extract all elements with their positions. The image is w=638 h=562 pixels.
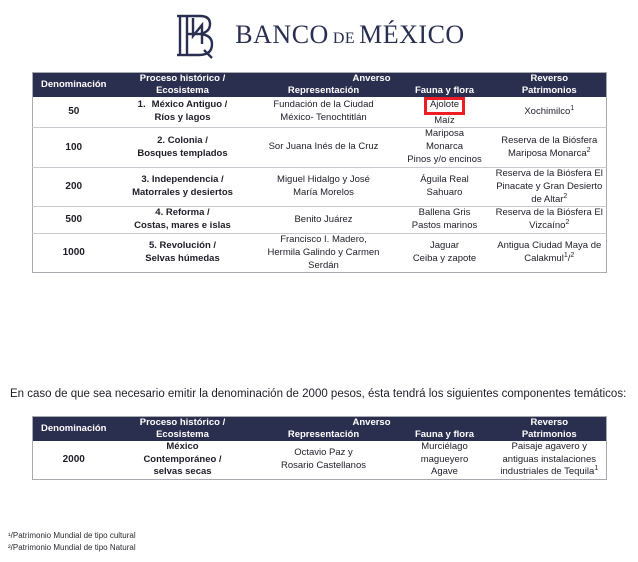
proceso-line-1: Independencia / xyxy=(151,174,224,186)
header-proceso-ecosistema: Proceso histórico / Ecosistema xyxy=(115,417,251,441)
brand-wordmark xyxy=(235,20,464,50)
representacion-line-2: Hermila Galindo y Carmen xyxy=(267,246,380,258)
representacion-line-1: Fundación de la Ciudad xyxy=(273,99,374,111)
representacion-line-1: Sor Juana Inés de la Cruz xyxy=(268,141,379,153)
header-reverso: Reverso xyxy=(493,417,607,429)
proceso-line-3: selvas secas xyxy=(153,466,212,478)
patrimonios-footnote-sep: / xyxy=(567,253,571,265)
representacion-line-1: Francisco I. Madero, xyxy=(280,233,367,245)
cell-proceso xyxy=(115,167,251,206)
table-row xyxy=(33,441,607,480)
cell-denominacion: 2000 xyxy=(62,454,85,466)
row-number: 5. xyxy=(148,240,157,252)
cell-patrimonios xyxy=(493,233,607,272)
cell-denominacion: 100 xyxy=(65,141,83,153)
cell-representacion xyxy=(251,207,397,234)
fauna-line-2: Maíz xyxy=(434,114,455,126)
header-reverso: Reverso xyxy=(493,73,607,85)
ajolote-highlight-annotation xyxy=(424,97,465,115)
cell-patrimonios xyxy=(493,207,607,234)
header-row-top xyxy=(33,417,607,429)
proceso-line-1: Colonia / xyxy=(167,134,208,146)
cell-proceso xyxy=(115,441,251,480)
table-body xyxy=(33,441,607,480)
cell-fauna-flora xyxy=(397,167,493,206)
proceso-line-2: Costas, mares e islas xyxy=(134,220,231,232)
patrimonios-line-3: de Altar xyxy=(531,193,564,205)
patrimonios-footnote-ref: 2 xyxy=(586,146,591,154)
fauna-line-1: Ballena Gris xyxy=(418,207,471,219)
patrimonios-footnote-ref: 1 xyxy=(570,104,575,112)
footnote-1: ¹/Patrimonio Mundial de tipo cultural xyxy=(8,531,136,540)
fauna-line-2: Monarca xyxy=(426,141,463,153)
representacion-line-2: Rosario Castellanos xyxy=(280,459,366,471)
table-header xyxy=(33,417,607,441)
intro-paragraph: En caso de que sea necesario emitir la denominación de 2000 pesos, ésta tendrá los siguientes componentes temáticos: xyxy=(10,387,627,400)
table-row xyxy=(33,97,607,128)
denomination-2000-table xyxy=(32,416,607,480)
proceso-line-1: Reforma / xyxy=(165,207,210,219)
fauna-line-1: Águila Real xyxy=(420,174,469,186)
patrimonios-footnote-ref: 1 xyxy=(594,465,599,473)
patrimonios-line-2: antiguas instalaciones xyxy=(502,453,596,465)
patrimonios-footnote-ref: 2 xyxy=(565,219,570,227)
proceso-line-2: Selvas húmedas xyxy=(145,253,220,265)
cell-patrimonios xyxy=(493,128,607,167)
row-number: 3. xyxy=(141,174,150,186)
cell-proceso xyxy=(115,97,251,128)
header-anverso: Anverso xyxy=(251,73,493,85)
patrimonios-line-1: Reserva de la Biósfera xyxy=(501,134,598,146)
denominations-table xyxy=(32,72,607,273)
table-body xyxy=(33,97,607,273)
header-fauna-flora: Fauna y flora xyxy=(397,429,493,441)
cell-fauna-flora xyxy=(397,128,493,167)
cell-fauna-flora xyxy=(397,441,493,480)
patrimonios-line-1: Reserva de la Biósfera El xyxy=(495,167,603,179)
fauna-line-2: magueyero xyxy=(420,453,469,465)
proceso-line-2: Contemporáneo / xyxy=(143,453,222,465)
cell-denominacion: 500 xyxy=(65,214,83,226)
cell-denominacion: 1000 xyxy=(62,247,85,259)
table-row xyxy=(33,167,607,206)
cell-proceso xyxy=(115,128,251,167)
header-representacion: Representación xyxy=(251,85,397,97)
banco-de-mexico-monogram-icon xyxy=(173,10,221,60)
cell-patrimonios xyxy=(493,167,607,206)
cell-patrimonios xyxy=(493,441,607,480)
patrimonios-footnote-ref-2: 2 xyxy=(570,252,575,260)
header-representacion: Representación xyxy=(251,429,397,441)
patrimonios-line-2: Mariposa Monarca xyxy=(507,147,587,159)
patrimonios-line-2: Calakmul xyxy=(524,253,564,265)
brand-header xyxy=(0,6,638,64)
header-row-top xyxy=(33,73,607,85)
fauna-line-1: Jaguar xyxy=(429,240,460,252)
cell-fauna-flora xyxy=(397,233,493,272)
patrimonios-line-1: Xochimilco xyxy=(524,105,571,117)
patrimonios-line-1: Reserva de la Biósfera El xyxy=(495,207,603,219)
cell-representacion xyxy=(251,167,397,206)
table-row xyxy=(33,207,607,234)
header-proceso-ecosistema: Proceso histórico / Ecosistema xyxy=(115,73,251,97)
table-row xyxy=(33,128,607,167)
header-denominacion: Denominación xyxy=(33,73,115,97)
cell-fauna-flora xyxy=(397,97,493,128)
cell-representacion xyxy=(251,128,397,167)
footnotes xyxy=(8,530,408,553)
representacion-line-1: Octavio Paz y xyxy=(294,447,353,459)
patrimonios-line-2: Vizcaíno xyxy=(529,220,566,232)
patrimonios-line-1: Antigua Ciudad Maya de xyxy=(497,240,602,252)
representacion-line-1: Benito Juárez xyxy=(294,213,353,225)
proceso-line-1: Revolución / xyxy=(159,240,217,252)
cell-representacion xyxy=(251,441,397,480)
header-patrimonios: Patrimonios xyxy=(493,429,607,441)
fauna-line-3: Pinos y/o encinos xyxy=(407,154,482,166)
representacion-line-2: México- Tenochtitlán xyxy=(280,112,367,124)
cell-patrimonios xyxy=(493,97,607,128)
fauna-line-1: Ajolote xyxy=(424,97,465,115)
fauna-line-3: Agave xyxy=(431,466,458,478)
proceso-line-2: Ríos y lagos xyxy=(154,112,211,124)
fauna-line-2: Sahuaro xyxy=(426,187,463,199)
row-number: 1. xyxy=(137,99,146,111)
representacion-line-2: María Morelos xyxy=(293,187,354,199)
cell-proceso xyxy=(115,207,251,234)
header-fauna-flora: Fauna y flora xyxy=(397,85,493,97)
header-anverso: Anverso xyxy=(251,417,493,429)
proceso-line-2: Matorrales y desiertos xyxy=(132,187,233,199)
cell-denominacion: 50 xyxy=(68,106,80,118)
cell-proceso xyxy=(115,233,251,272)
row-number: 4. xyxy=(155,207,164,219)
brand-name-de: DE xyxy=(332,30,356,47)
representacion-line-3: Serdán xyxy=(308,259,339,271)
header-denominacion: Denominación xyxy=(33,417,115,441)
patrimonios-line-3: industriales de Tequila xyxy=(500,466,595,478)
fauna-line-2: Ceiba y zapote xyxy=(412,253,477,265)
representacion-line-1: Miguel Hidalgo y José xyxy=(277,174,370,186)
row-number: 2. xyxy=(157,134,166,146)
patrimonios-line-1: Paisaje agavero y xyxy=(511,440,588,452)
patrimonios-line-2: Pinacate y Gran Desierto xyxy=(496,180,603,192)
proceso-line-1: México xyxy=(166,440,199,452)
table-row xyxy=(33,233,607,272)
fauna-line-1: Murciélago xyxy=(421,440,468,452)
cell-denominacion: 200 xyxy=(65,181,83,193)
cell-fauna-flora xyxy=(397,207,493,234)
fauna-line-2: Pastos marinos xyxy=(411,220,478,232)
patrimonios-footnote-ref-1: 1 xyxy=(563,252,568,260)
patrimonios-footnote-ref: 2 xyxy=(563,192,568,200)
table-header xyxy=(33,73,607,97)
footnote-2: ²/Patrimonio Mundial de tipo Natural xyxy=(8,542,136,552)
brand-name-mexico: MÉXICO xyxy=(359,20,465,49)
brand-name-banco: BANCO xyxy=(235,20,329,49)
cell-representacion xyxy=(251,97,397,128)
proceso-line-1: México Antiguo / xyxy=(151,99,228,111)
proceso-line-2: Bosques templados xyxy=(137,147,228,159)
header-patrimonios: Patrimonios xyxy=(493,85,607,97)
cell-representacion xyxy=(251,233,397,272)
fauna-line-1: Mariposa xyxy=(424,128,465,140)
